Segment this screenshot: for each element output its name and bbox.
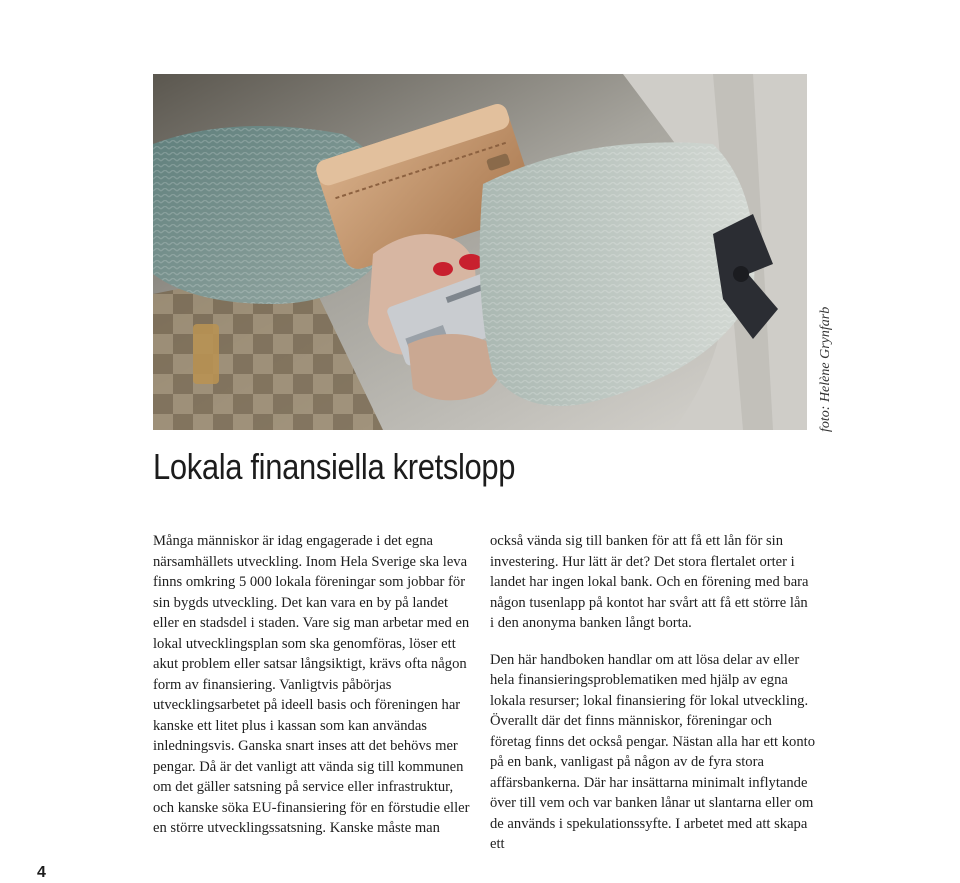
photo-hands-wallet-card-icon: [153, 74, 807, 430]
page-title: Lokala finansiella kretslopp: [153, 446, 516, 487]
body-paragraph: Många människor är idag engagerade i det egna närsamhällets utveckling. Inom Hela Sverige ska leva finns omkring 5 000 lokala föreningar som jobbar för sin bygds utveckling. Det kan vara en by på landet eller en stadsdel i staden. Vare sig man arbetar med en lokal utvecklingsplan som ska genomföras, löser ett akut problem eller satsar långsiktigt, krävs ofta någon form av finansiering. Vanligtvis påbörjas utvecklingsarbetet på ideell basis och föreningen har kanske ett litet plus i kassan som kan användas inledningsvis. Ganska snart inses att det behövs mer pengar. Då är det vanligt att vända sig till kommunen om det gäller satsning på service eller infrastruktur, och kanske söka EU-finansiering för en förstudie eller en större utvecklingssatsning. Kanske måste man: [153, 533, 470, 836]
page-number: 4: [37, 864, 46, 881]
body-paragraph: också vända sig till banken för att få ett lån för sin investering. Hur lätt är det? Det stora flertalet orter i landet har ingen lokal bank. Och en förening med bara någon tusenlapp på kontot har svårt att få ett större lån i den anonyma banken långt borta.: [490, 533, 809, 631]
photo: [153, 74, 807, 430]
body-column-right: [490, 531, 815, 855]
body-column-left: [153, 531, 471, 839]
body-paragraph: Den här handboken handlar om att lösa delar av eller hela finansieringsproblematiken med hjälp av egna lokala resurser; lokal finansiering för lokal utveckling. Överallt där det finns människor, föreningar och företag finns det också pengar. Nästan alla har ett konto på en bank, vanligast på någon av de fyra stora affärsbankerna. Där har insättarna minimalt inflytande över till vem och var banken lånar ut slantarna eller om de används i spekulationssyfte. I arbetet med att skapa ett: [490, 651, 816, 852]
photo-credit: foto: Helène Grynfarb: [818, 306, 833, 432]
